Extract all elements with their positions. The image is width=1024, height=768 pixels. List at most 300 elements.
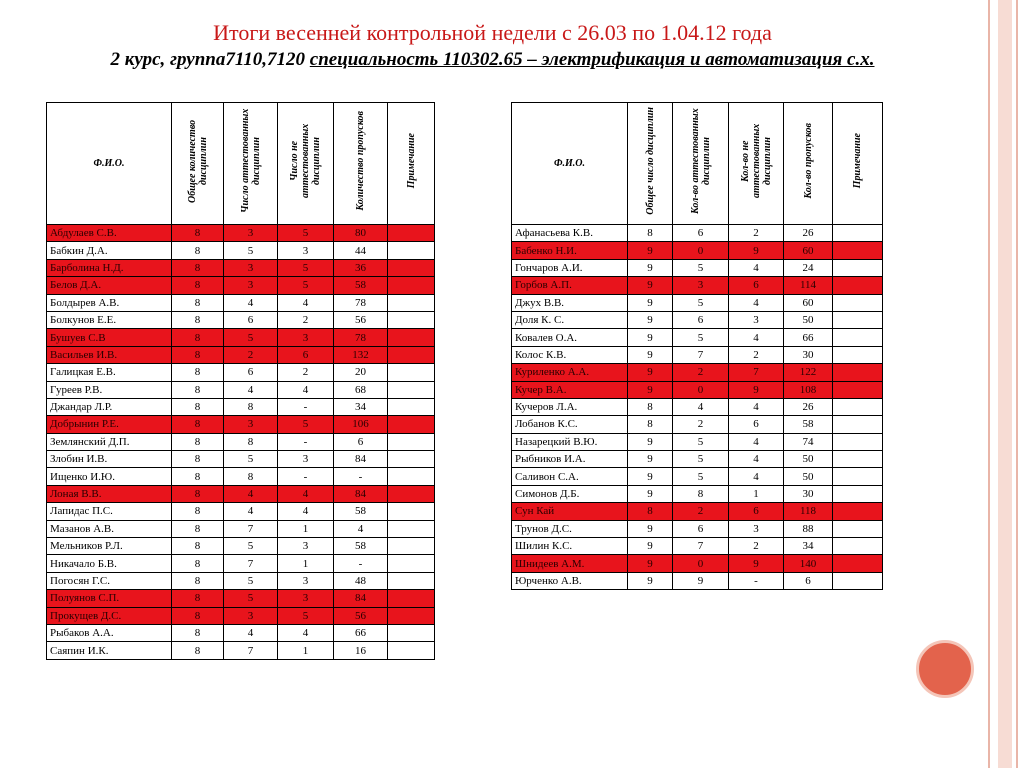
cell-name: Колос К.В. <box>512 346 628 363</box>
cell-attested: 5 <box>673 451 729 468</box>
cell-total: 9 <box>628 485 673 502</box>
cell-name: Трунов Д.С. <box>512 520 628 537</box>
cell-not-attested: 3 <box>729 520 784 537</box>
cell-absences: 114 <box>784 277 833 294</box>
cell-not-attested: 4 <box>278 485 334 502</box>
cell-not-attested: 4 <box>729 398 784 415</box>
cell-attested: 5 <box>673 259 729 276</box>
cell-total: 8 <box>172 294 224 311</box>
decor-circle <box>916 640 974 698</box>
cell-name: Рыбников И.А. <box>512 451 628 468</box>
page-title: Итоги весенней контрольной недели с 26.03 по 1.04.12 года <box>213 20 772 45</box>
cell-not-attested: 2 <box>278 364 334 381</box>
table-row <box>512 242 883 259</box>
cell-absences: 26 <box>784 398 833 415</box>
cell-name: Абдулаев С.В. <box>47 225 172 242</box>
table-row <box>512 416 883 433</box>
cell-name: Кучеров Л.А. <box>512 398 628 415</box>
cell-absences: 4 <box>334 520 388 537</box>
cell-absences: 140 <box>784 555 833 572</box>
cell-note <box>388 277 435 294</box>
cell-absences: 108 <box>784 381 833 398</box>
cell-absences: 24 <box>784 259 833 276</box>
cell-attested: 5 <box>224 329 278 346</box>
cell-absences: 20 <box>334 364 388 381</box>
cell-total: 8 <box>628 398 673 415</box>
table-row <box>512 329 883 346</box>
table-row <box>512 520 883 537</box>
cell-not-attested: 6 <box>729 277 784 294</box>
column-header-label: Кол-во пропусков <box>802 123 814 199</box>
column-header <box>784 103 833 225</box>
table-row <box>512 225 883 242</box>
column-header <box>673 103 729 225</box>
cell-total: 9 <box>628 259 673 276</box>
cell-name: Никачало Б.В. <box>47 555 172 572</box>
cell-total: 9 <box>628 468 673 485</box>
cell-note <box>388 398 435 415</box>
cell-total: 9 <box>628 242 673 259</box>
cell-total: 8 <box>172 538 224 555</box>
cell-not-attested: - <box>278 468 334 485</box>
cell-attested: 2 <box>673 364 729 381</box>
cell-attested: 0 <box>673 381 729 398</box>
cell-absences: 50 <box>784 451 833 468</box>
cell-not-attested: 2 <box>278 311 334 328</box>
cell-total: 9 <box>628 451 673 468</box>
cell-note <box>388 381 435 398</box>
cell-name: Шилин К.С. <box>512 538 628 555</box>
column-header-name: Ф.И.О. <box>47 103 172 225</box>
cell-note <box>833 381 883 398</box>
cell-absences: 122 <box>784 364 833 381</box>
cell-note <box>833 329 883 346</box>
cell-attested: 0 <box>673 555 729 572</box>
cell-note <box>833 242 883 259</box>
cell-not-attested: 3 <box>278 538 334 555</box>
cell-total: 8 <box>172 398 224 415</box>
cell-attested: 5 <box>673 468 729 485</box>
cell-note <box>388 503 435 520</box>
cell-name: Назарецкий В.Ю. <box>512 433 628 450</box>
cell-note <box>833 503 883 520</box>
cell-total: 8 <box>172 590 224 607</box>
cell-absences: 68 <box>334 381 388 398</box>
table-row <box>47 607 435 624</box>
table-row <box>512 451 883 468</box>
cell-absences: 58 <box>334 277 388 294</box>
cell-attested: 9 <box>673 572 729 589</box>
table-row <box>512 485 883 502</box>
cell-name: Ищенко И.Ю. <box>47 468 172 485</box>
table-row <box>47 485 435 502</box>
cell-attested: 6 <box>224 311 278 328</box>
cell-not-attested: 2 <box>729 538 784 555</box>
cell-not-attested: 6 <box>278 346 334 363</box>
table-row <box>47 590 435 607</box>
cell-note <box>388 311 435 328</box>
cell-absences: 50 <box>784 311 833 328</box>
cell-note <box>833 468 883 485</box>
cell-absences: 26 <box>784 225 833 242</box>
cell-attested: 4 <box>224 503 278 520</box>
column-header <box>172 103 224 225</box>
cell-absences: 30 <box>784 485 833 502</box>
cell-note <box>833 364 883 381</box>
cell-not-attested: 3 <box>278 242 334 259</box>
table-row <box>47 624 435 641</box>
cell-name: Землянский Д.П. <box>47 433 172 450</box>
column-header-label: Общее число дисциплин <box>644 107 656 215</box>
cell-name: Лапидас П.С. <box>47 503 172 520</box>
cell-absences: 60 <box>784 242 833 259</box>
column-header-label: Примечание <box>852 133 863 189</box>
cell-not-attested: 2 <box>729 225 784 242</box>
page-subtitle <box>0 49 985 71</box>
cell-name: Васильев И.В. <box>47 346 172 363</box>
cell-total: 8 <box>172 416 224 433</box>
cell-name: Мазанов А.В. <box>47 520 172 537</box>
cell-attested: 5 <box>224 538 278 555</box>
subtitle-specialty: специальность 110302.65 – электрификация и автоматизация с.х. <box>309 49 875 70</box>
cell-note <box>833 225 883 242</box>
cell-note <box>833 416 883 433</box>
table-row <box>47 259 435 276</box>
cell-attested: 3 <box>224 277 278 294</box>
cell-absences: 34 <box>334 398 388 415</box>
cell-total: 9 <box>628 311 673 328</box>
cell-total: 8 <box>172 555 224 572</box>
cell-absences: 6 <box>334 433 388 450</box>
cell-not-attested: 9 <box>729 242 784 259</box>
decor-line-left <box>988 0 990 768</box>
table-row <box>47 642 435 659</box>
cell-absences: 58 <box>334 503 388 520</box>
cell-absences: - <box>334 555 388 572</box>
cell-name: Доля К. С. <box>512 311 628 328</box>
column-header <box>334 103 388 225</box>
table-row <box>47 433 435 450</box>
cell-total: 9 <box>628 381 673 398</box>
table-row <box>512 364 883 381</box>
cell-not-attested: 3 <box>729 311 784 328</box>
cell-absences: 58 <box>784 416 833 433</box>
cell-not-attested: 1 <box>729 485 784 502</box>
cell-name: Куриленко А.А. <box>512 364 628 381</box>
column-header-label: Кол-во не аттестованных дисциплин <box>739 123 773 199</box>
cell-total: 9 <box>628 294 673 311</box>
cell-name: Афанасьева К.В. <box>512 225 628 242</box>
cell-name: Джух В.В. <box>512 294 628 311</box>
table-row <box>47 555 435 572</box>
cell-note <box>833 485 883 502</box>
column-header-label: Число не аттестованных дисциплин <box>289 123 322 199</box>
cell-not-attested: 4 <box>278 503 334 520</box>
cell-total: 9 <box>628 520 673 537</box>
cell-absences: 30 <box>784 346 833 363</box>
column-header <box>628 103 673 225</box>
cell-absences: 50 <box>784 468 833 485</box>
cell-absences: 84 <box>334 451 388 468</box>
cell-note <box>388 225 435 242</box>
cell-note <box>388 329 435 346</box>
table-row <box>47 398 435 415</box>
cell-attested: 5 <box>673 294 729 311</box>
table-row <box>512 277 883 294</box>
cell-not-attested: 7 <box>729 364 784 381</box>
cell-total: 8 <box>172 642 224 659</box>
table-row <box>512 398 883 415</box>
cell-attested: 4 <box>673 398 729 415</box>
cell-note <box>388 538 435 555</box>
cell-attested: 7 <box>224 642 278 659</box>
cell-name: Бушуев С.В <box>47 329 172 346</box>
cell-note <box>388 433 435 450</box>
cell-name: Гуреев Р.В. <box>47 381 172 398</box>
cell-not-attested: 4 <box>729 329 784 346</box>
cell-name: Полуянов С.П. <box>47 590 172 607</box>
column-header-label: Количество пропусков <box>355 111 366 211</box>
column-header-label: Примечание <box>405 133 417 189</box>
cell-note <box>388 259 435 276</box>
cell-total: 9 <box>628 538 673 555</box>
cell-not-attested: - <box>729 572 784 589</box>
table-row <box>512 468 883 485</box>
cell-not-attested: 9 <box>729 381 784 398</box>
cell-name: Бабкин Д.А. <box>47 242 172 259</box>
cell-name: Симонов Д.Б. <box>512 485 628 502</box>
cell-note <box>388 294 435 311</box>
cell-note <box>833 572 883 589</box>
table-row <box>512 381 883 398</box>
cell-total: 8 <box>172 364 224 381</box>
table-row <box>47 225 435 242</box>
table-row <box>47 329 435 346</box>
cell-note <box>388 346 435 363</box>
cell-name: Саяпин И.К. <box>47 642 172 659</box>
cell-note <box>388 642 435 659</box>
cell-attested: 2 <box>224 346 278 363</box>
cell-name: Погосян Г.С. <box>47 572 172 589</box>
cell-not-attested: 4 <box>729 433 784 450</box>
cell-not-attested: 6 <box>729 503 784 520</box>
cell-absences: 66 <box>334 624 388 641</box>
cell-attested: 8 <box>224 468 278 485</box>
table-row <box>47 311 435 328</box>
cell-attested: 3 <box>224 416 278 433</box>
cell-name: Галицкая Е.В. <box>47 364 172 381</box>
cell-name: Ковалев О.А. <box>512 329 628 346</box>
cell-total: 8 <box>172 259 224 276</box>
cell-total: 8 <box>628 225 673 242</box>
cell-name: Барболина Н.Д. <box>47 259 172 276</box>
table-row <box>47 294 435 311</box>
cell-absences: 16 <box>334 642 388 659</box>
table-row <box>512 572 883 589</box>
cell-total: 9 <box>628 364 673 381</box>
column-header <box>278 103 334 225</box>
cell-not-attested: 2 <box>729 346 784 363</box>
cell-attested: 5 <box>224 590 278 607</box>
cell-total: 9 <box>628 346 673 363</box>
cell-attested: 7 <box>673 346 729 363</box>
table-row <box>47 416 435 433</box>
cell-note <box>833 294 883 311</box>
cell-name: Прокущев Д.С. <box>47 607 172 624</box>
cell-note <box>833 346 883 363</box>
cell-attested: 8 <box>224 398 278 415</box>
cell-not-attested: 5 <box>278 607 334 624</box>
cell-attested: 3 <box>673 277 729 294</box>
cell-not-attested: 1 <box>278 520 334 537</box>
cell-attested: 3 <box>224 607 278 624</box>
cell-absences: 80 <box>334 225 388 242</box>
cell-name: Рыбаков А.А. <box>47 624 172 641</box>
cell-attested: 6 <box>673 225 729 242</box>
cell-name: Кучер В.А. <box>512 381 628 398</box>
cell-absences: 56 <box>334 607 388 624</box>
table-row <box>47 538 435 555</box>
cell-attested: 4 <box>224 485 278 502</box>
cell-attested: 8 <box>673 485 729 502</box>
cell-total: 8 <box>172 485 224 502</box>
cell-note <box>388 364 435 381</box>
cell-absences: 48 <box>334 572 388 589</box>
cell-total: 8 <box>172 381 224 398</box>
subtitle-group: 2 курс, группа7110,7120 <box>110 49 310 70</box>
cell-note <box>388 520 435 537</box>
cell-not-attested: 3 <box>278 572 334 589</box>
cell-not-attested: 5 <box>278 416 334 433</box>
table-row <box>512 433 883 450</box>
cell-name: Горбов А.П. <box>512 277 628 294</box>
cell-not-attested: - <box>278 433 334 450</box>
cell-attested: 0 <box>673 242 729 259</box>
cell-attested: 7 <box>673 538 729 555</box>
cell-attested: 5 <box>224 242 278 259</box>
cell-not-attested: 4 <box>729 294 784 311</box>
cell-not-attested: 5 <box>278 259 334 276</box>
cell-not-attested: 3 <box>278 329 334 346</box>
decor-band <box>998 0 1012 768</box>
table-row <box>512 538 883 555</box>
cell-absences: 6 <box>784 572 833 589</box>
cell-absences: 78 <box>334 294 388 311</box>
cell-not-attested: 4 <box>729 451 784 468</box>
cell-absences: 36 <box>334 259 388 276</box>
column-header-label: Кол-во аттестованных дисциплин <box>689 108 712 214</box>
cell-attested: 4 <box>224 294 278 311</box>
cell-not-attested: - <box>278 398 334 415</box>
column-header <box>224 103 278 225</box>
table-row <box>512 294 883 311</box>
cell-not-attested: 4 <box>278 624 334 641</box>
cell-note <box>833 311 883 328</box>
cell-name: Болдырев А.В. <box>47 294 172 311</box>
cell-not-attested: 9 <box>729 555 784 572</box>
cell-not-attested: 3 <box>278 590 334 607</box>
cell-total: 8 <box>628 416 673 433</box>
cell-attested: 4 <box>224 624 278 641</box>
cell-absences: - <box>334 468 388 485</box>
cell-note <box>388 242 435 259</box>
cell-total: 8 <box>628 503 673 520</box>
cell-total: 8 <box>172 242 224 259</box>
table-row <box>512 311 883 328</box>
cell-note <box>833 433 883 450</box>
cell-attested: 8 <box>224 433 278 450</box>
column-header <box>833 103 883 225</box>
cell-absences: 44 <box>334 242 388 259</box>
cell-name: Юрченко А.В. <box>512 572 628 589</box>
cell-absences: 78 <box>334 329 388 346</box>
cell-note <box>388 572 435 589</box>
cell-total: 8 <box>172 277 224 294</box>
cell-total: 8 <box>172 468 224 485</box>
cell-absences: 66 <box>784 329 833 346</box>
cell-total: 9 <box>628 433 673 450</box>
cell-attested: 5 <box>224 451 278 468</box>
column-header <box>729 103 784 225</box>
cell-absences: 84 <box>334 485 388 502</box>
results-table-group-2 <box>511 102 883 590</box>
cell-name: Белов Д.А. <box>47 277 172 294</box>
cell-not-attested: 4 <box>729 259 784 276</box>
cell-absences: 34 <box>784 538 833 555</box>
cell-note <box>388 555 435 572</box>
cell-not-attested: 1 <box>278 555 334 572</box>
cell-attested: 2 <box>673 503 729 520</box>
cell-total: 8 <box>172 503 224 520</box>
cell-note <box>388 624 435 641</box>
cell-note <box>388 485 435 502</box>
table-row <box>47 381 435 398</box>
cell-name: Сун Кай <box>512 503 628 520</box>
cell-total: 9 <box>628 329 673 346</box>
table-row <box>47 364 435 381</box>
cell-absences: 118 <box>784 503 833 520</box>
cell-name: Гончаров А.И. <box>512 259 628 276</box>
cell-note <box>833 259 883 276</box>
cell-absences: 106 <box>334 416 388 433</box>
table-row <box>512 346 883 363</box>
cell-note <box>388 468 435 485</box>
cell-name: Шнидеев А.М. <box>512 555 628 572</box>
cell-name: Добрынин Р.Е. <box>47 416 172 433</box>
table-row <box>47 520 435 537</box>
table-row <box>47 503 435 520</box>
table-row <box>512 503 883 520</box>
table-row <box>47 346 435 363</box>
cell-attested: 6 <box>673 311 729 328</box>
cell-attested: 5 <box>673 433 729 450</box>
cell-total: 9 <box>628 572 673 589</box>
cell-note <box>833 555 883 572</box>
cell-absences: 56 <box>334 311 388 328</box>
table-row <box>47 468 435 485</box>
cell-absences: 60 <box>784 294 833 311</box>
cell-attested: 5 <box>673 329 729 346</box>
cell-attested: 7 <box>224 520 278 537</box>
cell-note <box>833 451 883 468</box>
cell-absences: 74 <box>784 433 833 450</box>
cell-name: Бабенко Н.И. <box>512 242 628 259</box>
cell-total: 8 <box>172 329 224 346</box>
cell-attested: 7 <box>224 555 278 572</box>
cell-absences: 88 <box>784 520 833 537</box>
cell-attested: 3 <box>224 225 278 242</box>
cell-note <box>833 398 883 415</box>
